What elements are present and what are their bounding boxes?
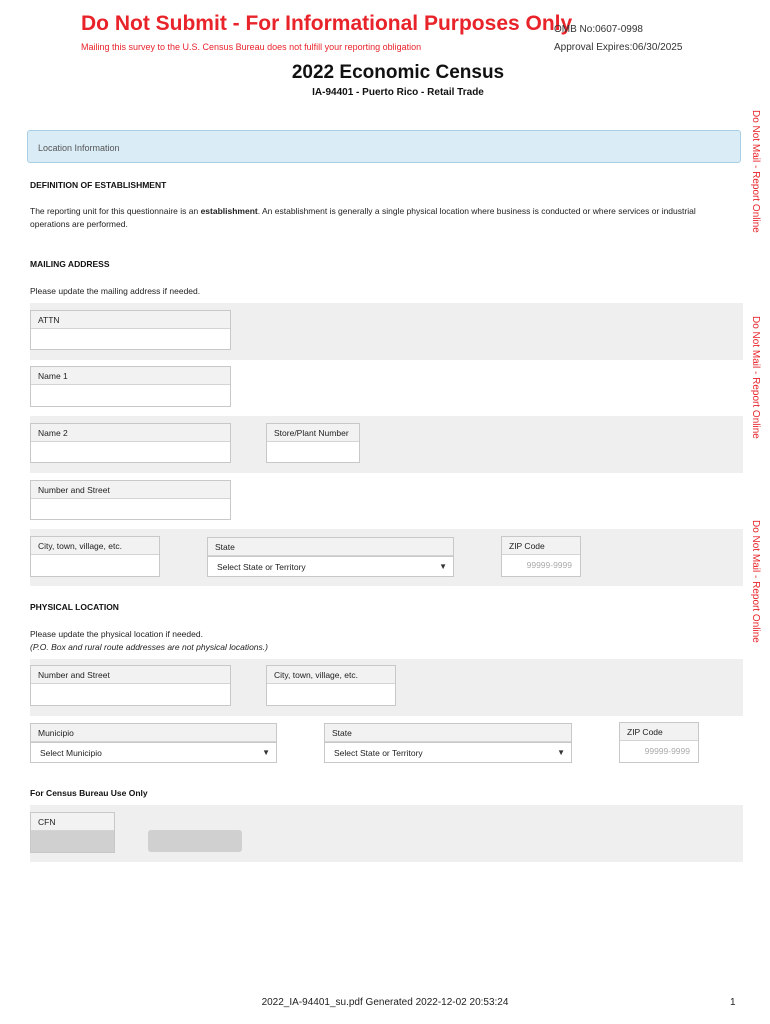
page-title: 2022 Economic Census: [291, 62, 505, 83]
store-number-input[interactable]: [267, 442, 359, 462]
attn-label: ATTN: [31, 311, 230, 329]
name2-field[interactable]: [30, 423, 231, 463]
name1-field[interactable]: [30, 366, 231, 407]
chevron-down-icon: ▼: [557, 748, 565, 757]
name2-label: Name 2: [31, 424, 230, 442]
physical-zip-placeholder: 99999-9999: [644, 746, 690, 756]
mailing-zip-input[interactable]: [502, 555, 580, 576]
warning-title: Do Not Submit - For Informational Purposes Only: [81, 12, 573, 35]
side-notice-2: Do Not Mail - Report Online: [750, 316, 761, 439]
mailing-state-select-value: Select State or Territory: [217, 562, 306, 572]
physical-city-label: City, town, village, etc.: [267, 666, 395, 684]
physical-state-select[interactable]: [325, 742, 571, 762]
cfn-field: [30, 812, 115, 853]
footer-generated: 2022_IA-94401_su.pdf Generated 2022-12-02 20:53:24: [261, 997, 509, 1008]
physical-street-label: Number and Street: [31, 666, 230, 684]
name2-input[interactable]: [31, 442, 230, 462]
mailing-zip-placeholder: 99999-9999: [526, 560, 572, 570]
census-use-heading: For Census Bureau Use Only: [30, 788, 148, 798]
location-info-label: Location Information: [38, 143, 120, 153]
municipio-field[interactable]: [30, 723, 277, 763]
omb-number: OMB No:0607-0998: [554, 24, 643, 35]
name1-input[interactable]: [31, 385, 230, 406]
census-use-band: [30, 805, 743, 862]
cfn-value: [31, 831, 114, 852]
mailing-city-input[interactable]: [31, 555, 159, 576]
physical-heading: PHYSICAL LOCATION: [30, 602, 119, 612]
chevron-down-icon: ▼: [439, 562, 447, 571]
side-notice-1: Do Not Mail - Report Online: [750, 110, 761, 233]
municipio-select-value: Select Municipio: [40, 748, 102, 758]
physical-state-field[interactable]: [324, 723, 572, 763]
mailing-state-select[interactable]: [208, 556, 453, 576]
side-notice-3: Do Not Mail - Report Online: [750, 520, 761, 643]
physical-city-input[interactable]: [267, 684, 395, 705]
physical-city-field[interactable]: [266, 665, 396, 706]
page-subtitle: IA-94401 - Puerto Rico - Retail Trade: [312, 87, 484, 98]
census-use-box: [148, 830, 242, 852]
mailing-street-field[interactable]: [30, 480, 231, 520]
cfn-label: CFN: [31, 813, 114, 831]
municipio-select[interactable]: [31, 742, 276, 762]
attn-input[interactable]: [31, 329, 230, 349]
page-number: 1: [730, 997, 736, 1008]
mailing-state-label: State: [208, 538, 453, 556]
mailing-heading: MAILING ADDRESS: [30, 259, 110, 269]
physical-instruction: Please update the physical location if needed.: [30, 629, 203, 639]
mailing-zip-field[interactable]: [501, 536, 581, 577]
physical-zip-field[interactable]: [619, 722, 699, 763]
physical-street-input[interactable]: [31, 684, 230, 705]
mailing-street-label: Number and Street: [31, 481, 230, 499]
physical-street-field[interactable]: [30, 665, 231, 706]
physical-zip-input[interactable]: [620, 741, 698, 762]
mailing-street-input[interactable]: [31, 499, 230, 519]
store-number-field[interactable]: [266, 423, 360, 463]
municipio-label: Municipio: [31, 724, 276, 742]
definition-text-start: The reporting unit for this questionnaire is an: [30, 206, 201, 216]
definition-text-bold: establishment: [200, 206, 258, 216]
physical-zip-label: ZIP Code: [620, 723, 698, 741]
location-info-banner: [27, 130, 741, 163]
physical-state-select-value: Select State or Territory: [334, 748, 423, 758]
definition-text-end: . An establishment is generally a single physical location where business is conducted or where services or industrial operations are performed.: [30, 206, 696, 229]
approval-expires: Approval Expires:06/30/2025: [554, 42, 683, 53]
warning-subtitle: Mailing this survey to the U.S. Census Bureau does not fulfill your reporting obligation: [81, 42, 422, 52]
mailing-state-field[interactable]: [207, 537, 454, 577]
physical-state-label: State: [325, 724, 571, 742]
physical-note: (P.O. Box and rural route addresses are not physical locations.): [30, 642, 268, 652]
definition-heading: DEFINITION OF ESTABLISHMENT: [30, 180, 167, 190]
attn-field[interactable]: [30, 310, 231, 350]
mailing-city-label: City, town, village, etc.: [31, 537, 159, 555]
definition-text: [30, 205, 730, 231]
name1-label: Name 1: [31, 367, 230, 385]
mailing-zip-label: ZIP Code: [502, 537, 580, 555]
mailing-city-field[interactable]: [30, 536, 160, 577]
mailing-instruction: Please update the mailing address if needed.: [30, 286, 201, 296]
store-number-label: Store/Plant Number: [267, 424, 359, 442]
chevron-down-icon: ▼: [262, 748, 270, 757]
